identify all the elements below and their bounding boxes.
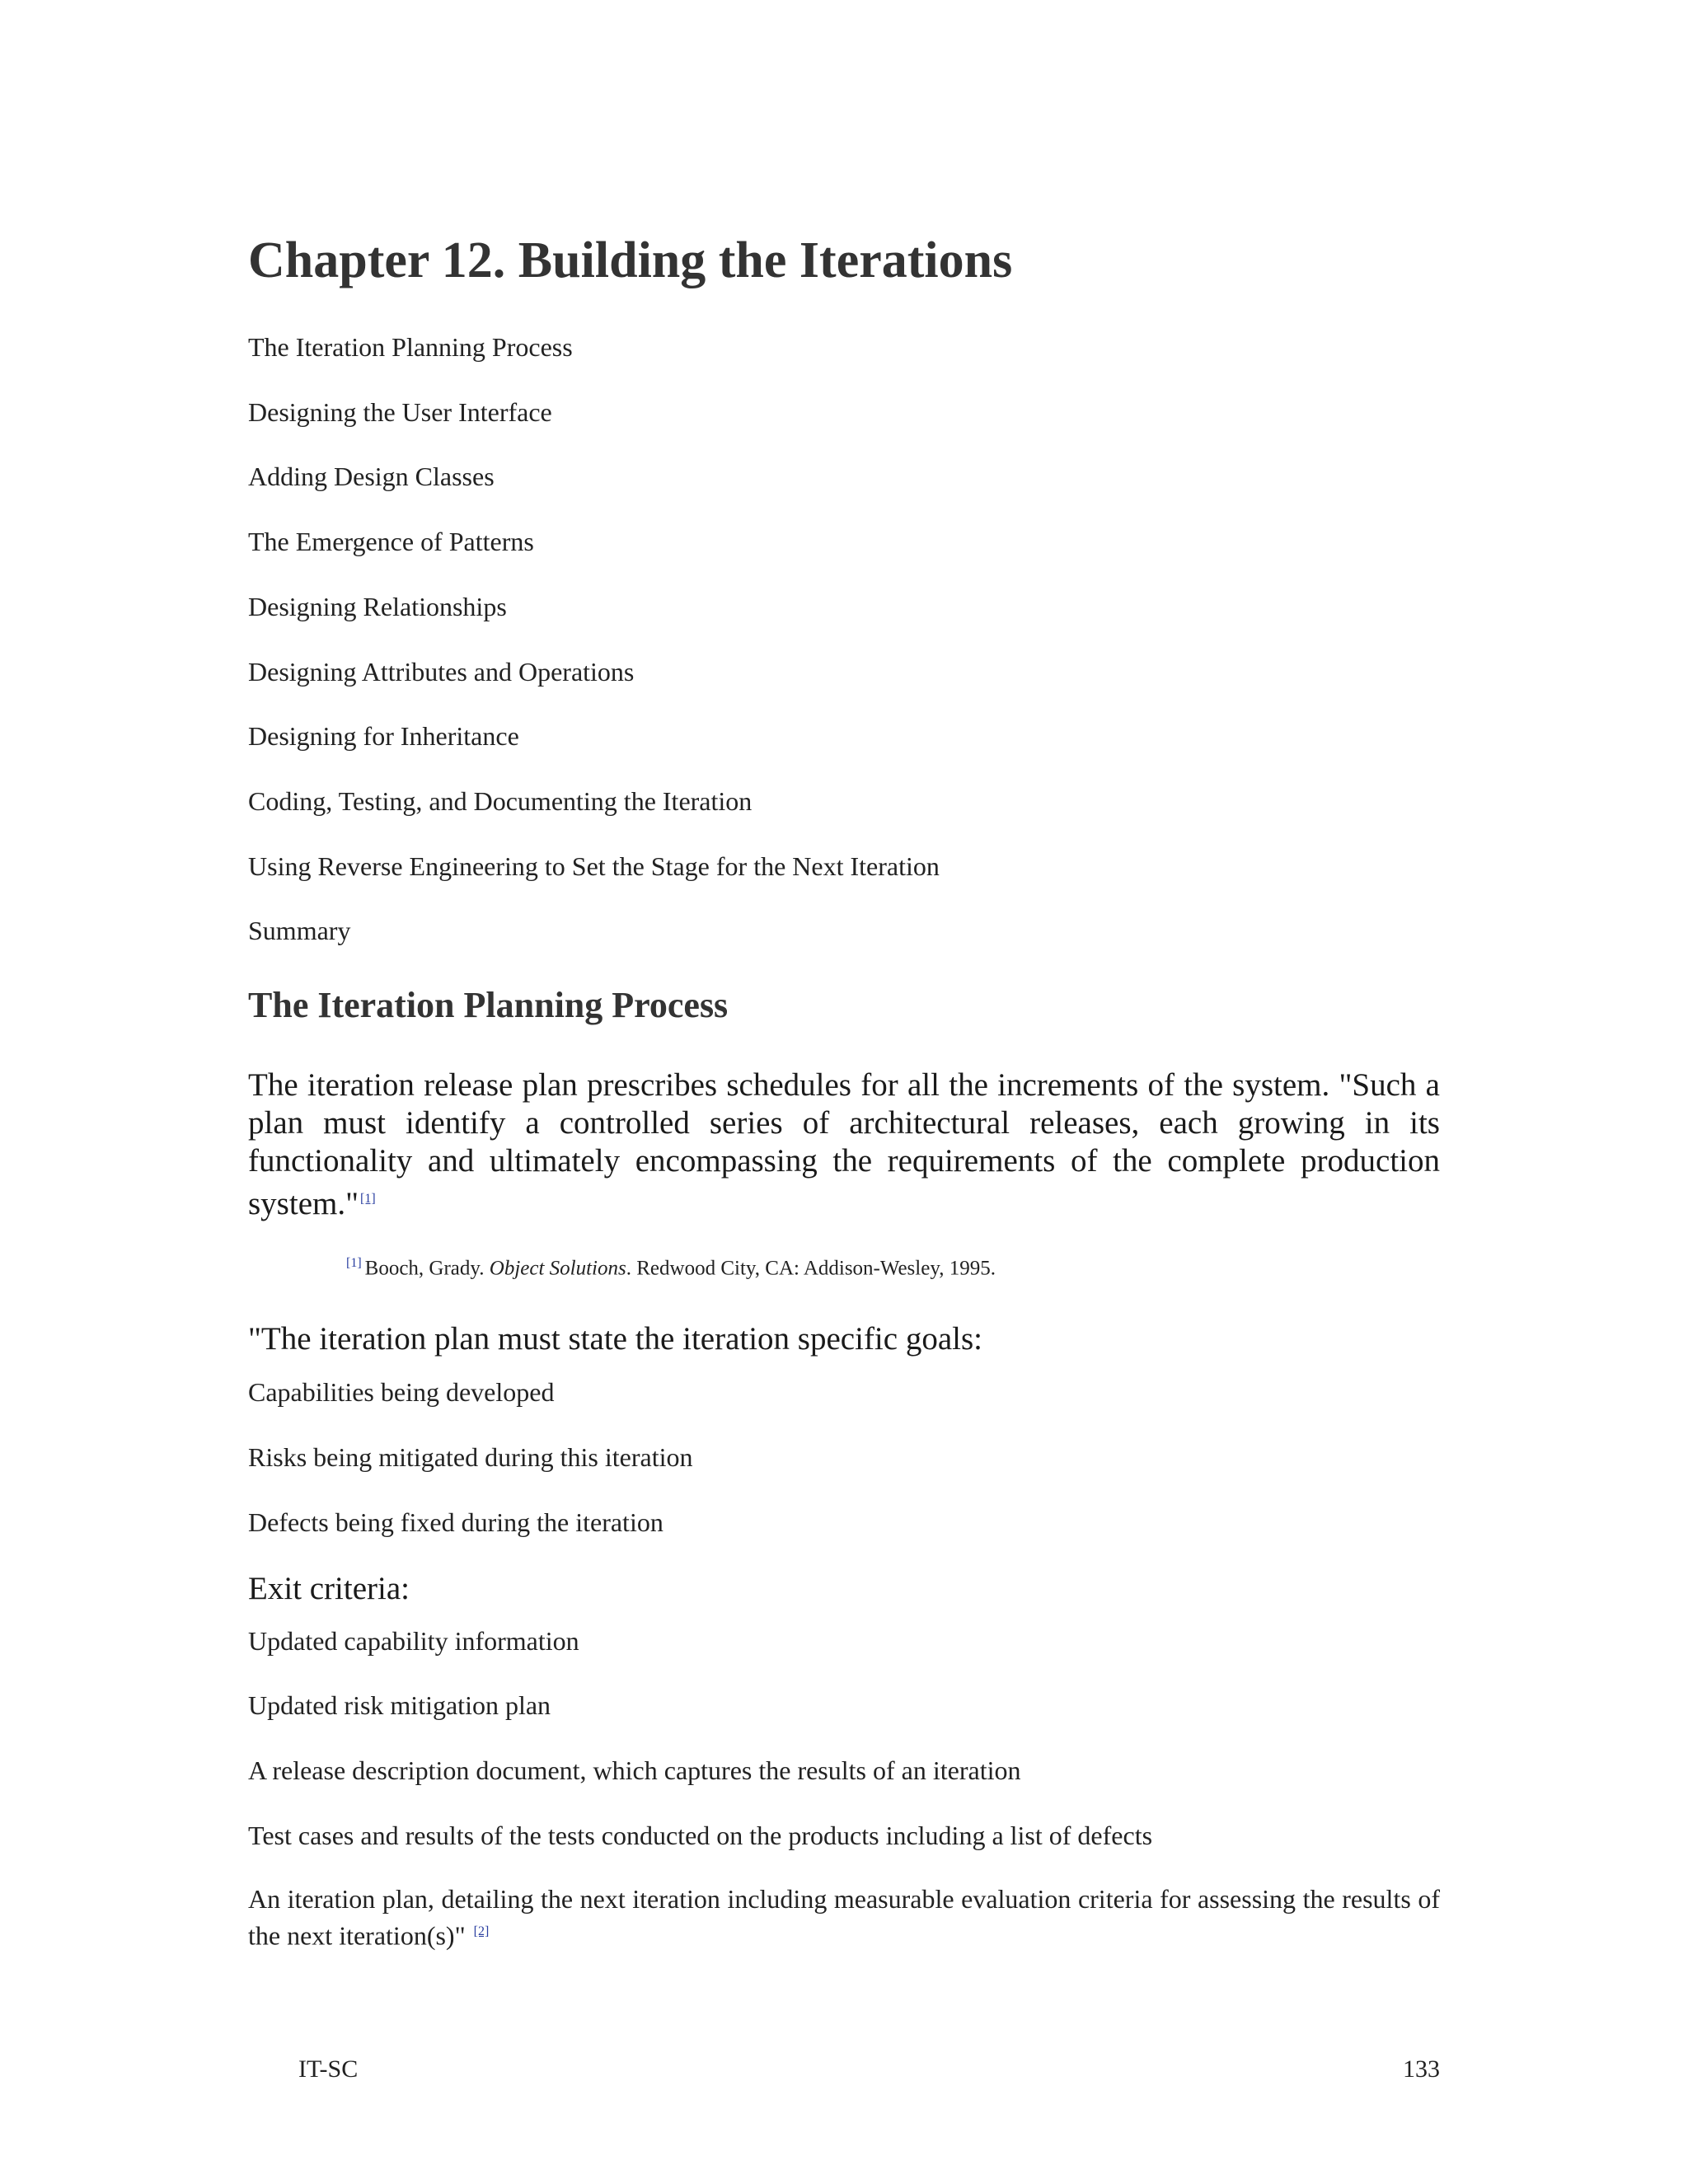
intro-paragraph <box>248 1066 1440 1223</box>
toc-item: Using Reverse Engineering to Set the Stage for the Next Iteration <box>248 851 940 881</box>
goal-item: Capabilities being developed <box>248 1377 555 1407</box>
footnote-reference-link[interactable]: [1] <box>360 1192 376 1206</box>
toc-item: Designing the User Interface <box>248 397 552 427</box>
exit-criteria-item: A release description document, which captures the results of an iteration <box>248 1755 1021 1785</box>
page-number: 133 <box>1403 2055 1440 2083</box>
footer-label: IT-SC <box>298 2055 359 2083</box>
exit-criteria-item: Test cases and results of the tests conducted on the products including a list of defects <box>248 1821 1153 1850</box>
toc-item: Designing Attributes and Operations <box>248 657 635 687</box>
toc-item: Adding Design Classes <box>248 462 495 491</box>
toc-item: Coding, Testing, and Documenting the Iteration <box>248 786 753 816</box>
footnote-publication: . Redwood City, CA: Addison-Wesley, 1995. <box>626 1257 996 1280</box>
footnote-marker: [1] <box>346 1256 362 1270</box>
footnote-book-title: Object Solutions <box>489 1257 626 1280</box>
chapter-title: Chapter 12. Building the Iterations <box>248 232 1013 288</box>
goals-lead: "The iteration plan must state the iteration specific goals: <box>248 1321 982 1357</box>
toc-item: Designing Relationships <box>248 592 507 621</box>
section-title: The Iteration Planning Process <box>248 985 729 1025</box>
goal-item: Risks being mitigated during this iteration <box>248 1442 693 1472</box>
exit-criteria-item-iteration-plan <box>248 1882 1440 1952</box>
exit-criteria-heading: Exit criteria: <box>248 1571 410 1606</box>
intro-text: The iteration release plan prescribes schedules for all the increments of the system. "Such a plan must identify a controlled series of architectural releases, each growing in its functionality and ultimately encompassing the requirements of the complete production system." <box>248 1067 1440 1221</box>
footnote-reference-link[interactable]: [2] <box>473 1924 490 1938</box>
footnote-author: Booch, Grady. <box>364 1257 490 1280</box>
toc-item: Designing for Inheritance <box>248 721 519 751</box>
footnote <box>346 1256 996 1280</box>
iteration-plan-text: An iteration plan, detailing the next iteration including measurable evaluation criteria for assessing the results of the next iteration(s)" <box>248 1884 1440 1951</box>
toc-item: Summary <box>248 916 351 945</box>
goal-item: Defects being fixed during the iteration <box>248 1507 663 1537</box>
exit-criteria-item: Updated risk mitigation plan <box>248 1690 551 1720</box>
toc-item: The Iteration Planning Process <box>248 332 573 362</box>
toc-item: The Emergence of Patterns <box>248 527 534 556</box>
exit-criteria-item: Updated capability information <box>248 1626 579 1656</box>
